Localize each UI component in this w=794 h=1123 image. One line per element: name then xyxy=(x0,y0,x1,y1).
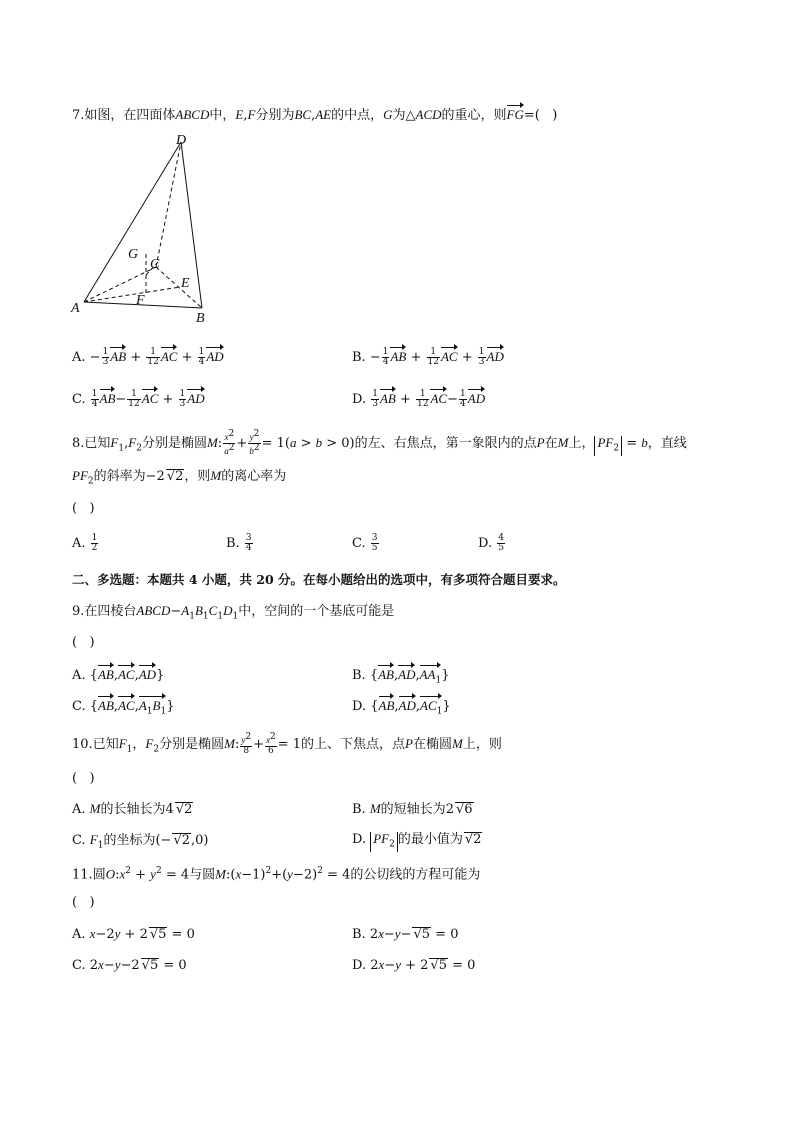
q8-stem-line1: 8.已知$F_1,F_2$分别是椭圆M: $\frac{x^2}{a^2}$ + $\frac{y^2}{b^2}$ = 1(a > b > 0)的左、右焦点，第一象限内的点P在M上， $PF_2 = b$，直线 xyxy=(72,429,687,456)
label-D: D xyxy=(176,133,187,148)
q8-option-b[interactable]: B. $\frac{3}{4}$ xyxy=(226,533,252,553)
q8-paren: ( ) xyxy=(72,501,95,516)
q9-option-a[interactable]: A. {AB,AC,AD} xyxy=(72,664,164,685)
q8-option-a[interactable]: A. $\frac{1}{2}$ xyxy=(72,533,98,553)
q7-option-a[interactable]: A. − $\frac{1}{3}$ AB + $\frac{1}{12}$ AC + $\frac{1}{4}$ AD xyxy=(72,347,224,367)
q9-option-d[interactable]: D. $\{AB,AD,AC_1\}$ xyxy=(352,695,451,721)
q9-stem: 9.在四棱台$ABCD-A_1B_1C_1D_1$中，空间的一个基底可能是 xyxy=(72,603,395,622)
q11-stem: 11.圆$O:x^2 + y^2 = 4$与圆$M:(x-1)^2+(y-2)^2 = 4$的公切线的方程可能为 xyxy=(72,866,481,883)
label-G: G xyxy=(128,247,139,262)
q10-option-c[interactable]: C. $F_1$的坐标为(− √2,0) xyxy=(72,832,209,851)
q10-stem: 10.已知$F_1$，$F_2$分别是椭圆M: $\frac{y^2}{8}$ + $\frac{x^2}{6}$ = 1的上、下焦点，点P在椭圆M上，则 xyxy=(72,732,502,756)
q9-option-b[interactable]: B. $\{AB,AD,AA_1\}$ xyxy=(352,664,450,690)
q7-option-c[interactable]: C. $\frac{1}{4}$ AB− $\frac{1}{12}$ AC + $\frac{1}{3}$ AD xyxy=(72,389,205,409)
label-A: A xyxy=(71,301,80,316)
q11-option-d[interactable]: D. 2x−y + 2 √5 = 0 xyxy=(352,957,476,973)
q8-stem-line2: $PF_2$的斜率为−2 √2，则M的离心率为 xyxy=(72,468,287,487)
label-F: F xyxy=(136,293,145,308)
q8-option-d[interactable]: D. $\frac{4}{5}$ xyxy=(478,533,504,553)
q11-option-b[interactable]: B. 2x−y− √5 = 0 xyxy=(352,926,459,942)
q9-option-c[interactable]: C. $\{AB,AC,A_1B_1\}$ xyxy=(72,695,174,721)
q10-paren: ( ) xyxy=(72,771,95,786)
q11-option-a[interactable]: A. x−2y + 2 √5 = 0 xyxy=(72,926,195,942)
q9-paren: ( ) xyxy=(72,635,95,650)
q11-paren: ( ) xyxy=(72,895,95,910)
q10-option-d[interactable]: D. $PF_2$ 的最小值为 √2 xyxy=(352,831,482,850)
q8-option-c[interactable]: C. $\frac{3}{5}$ xyxy=(352,533,378,553)
label-C: C xyxy=(150,257,160,272)
section-heading-multi-choice: 二、多选题：本题共 4 小题，共 20 分。在每小题给出的选项中，有多项符合题目要求。 xyxy=(72,572,566,587)
q7-option-b[interactable]: B. − $\frac{1}{4}$ AB + $\frac{1}{12}$ AC + $\frac{1}{3}$ AD xyxy=(352,347,504,367)
q7-stem: 7.如图，在四面体ABCD中，E,F分别为BC,AE的中点，G为△ACD的重心，则FG=( ) xyxy=(72,104,557,125)
label-B: B xyxy=(196,311,205,326)
q7-option-d[interactable]: D. $\frac{1}{3}$ AB + $\frac{1}{12}$ AC− $\frac{1}{4}$ AD xyxy=(352,389,486,409)
q11-option-c[interactable]: C. 2x−y−2 √5 = 0 xyxy=(72,957,187,973)
q10-option-b[interactable]: B. M的短轴长为2 √6 xyxy=(352,801,473,817)
label-E: E xyxy=(181,276,190,291)
tetrahedron-figure xyxy=(68,132,228,332)
q10-option-a[interactable]: A. M的长轴长为4 √2 xyxy=(72,801,193,817)
